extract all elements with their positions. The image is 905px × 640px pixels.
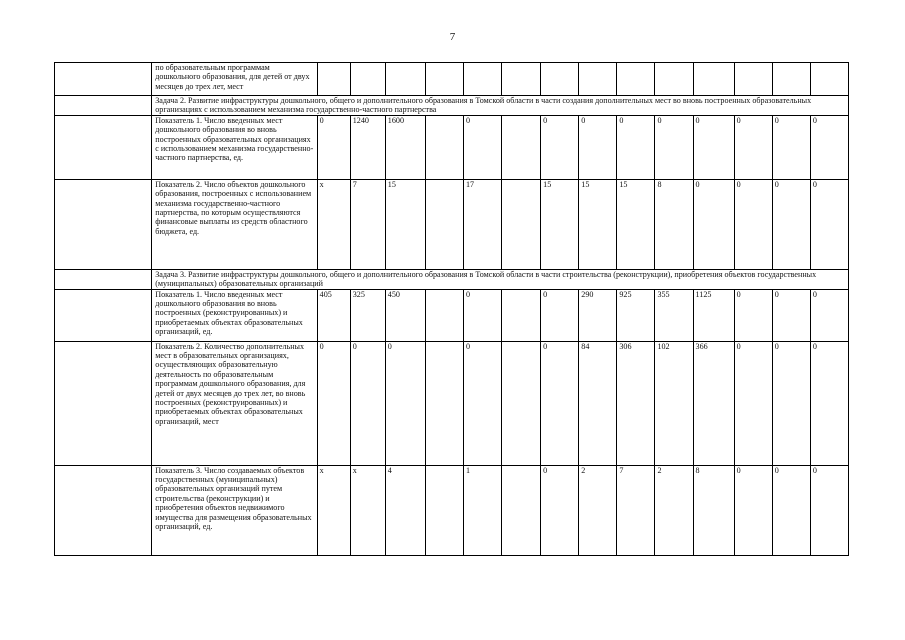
value-cell: 0 [693, 179, 734, 269]
value-cell [541, 63, 579, 96]
value-cell [425, 115, 463, 179]
value-cell: 0 [350, 341, 385, 465]
row-header-cell [55, 179, 152, 269]
value-cell: 15 [579, 179, 617, 269]
value-cell: 8 [655, 179, 693, 269]
value-cell: 15 [541, 179, 579, 269]
value-cell: 102 [655, 341, 693, 465]
value-cell [350, 63, 385, 96]
value-cell [617, 63, 655, 96]
value-cell: 8 [693, 465, 734, 555]
indicator-name-cell: Показатель 3. Число создаваемых объектов государственных (муниципальных) образовательных организаций путем строительства (реконструкции) и приобретения объектов недвижимого имущества для размещения образовательных организаций, ед. [152, 465, 317, 555]
indicator-name-cell: Показатель 2. Число объектов дошкольного образования, построенных с использованием механизма государственно-частного партнерства, по которым осуществляются финансовые выплаты из средств областного бюджета, ед. [152, 179, 317, 269]
value-cell: 405 [317, 289, 350, 341]
value-cell: 450 [385, 289, 425, 341]
value-cell: 0 [655, 115, 693, 179]
indicator-name-cell: Показатель 1. Число введенных мест дошкольного образования во вновь построенных (реконструированных) и приобретаемых объектах образовательных организаций, ед. [152, 289, 317, 341]
task-row [55, 96, 849, 116]
value-cell: 0 [810, 465, 848, 555]
indicator-name-cell: Показатель 1. Число введенных мест дошкольного образования во вновь построенных образовательных организациях с использованием механизма государственно-частного партнерства, ед. [152, 115, 317, 179]
value-cell: 15 [617, 179, 655, 269]
value-cell: 1125 [693, 289, 734, 341]
value-cell: 7 [350, 179, 385, 269]
value-cell: x [317, 465, 350, 555]
value-cell [655, 63, 693, 96]
value-cell: 0 [810, 341, 848, 465]
value-cell: 0 [693, 115, 734, 179]
indicator-name-cell: Показатель 2. Количество дополнительных мест в образовательных организациях, осуществляющих образовательную деятельность по образовательным программам дошкольного образования, для детей от двух месяцев до трех лет, во вновь построенных (реконструированных) и приобретаемых объектах образовательных организаций, мест [152, 341, 317, 465]
value-cell: 0 [617, 115, 655, 179]
value-cell: 0 [810, 289, 848, 341]
value-cell: 0 [734, 465, 772, 555]
table-row [55, 179, 849, 269]
value-cell: 4 [385, 465, 425, 555]
value-cell: 0 [810, 115, 848, 179]
value-cell [502, 115, 541, 179]
value-cell: 84 [579, 341, 617, 465]
value-cell: 0 [317, 115, 350, 179]
value-cell: 2 [655, 465, 693, 555]
indicator-name-cell: по образовательным программам дошкольного образования, для детей от двух месяцев до трех лет, мест [152, 63, 317, 96]
table-row [55, 63, 849, 96]
value-cell: 0 [385, 341, 425, 465]
value-cell: 306 [617, 341, 655, 465]
value-cell: 0 [734, 341, 772, 465]
value-cell: x [350, 465, 385, 555]
value-cell: 0 [734, 115, 772, 179]
value-cell [693, 63, 734, 96]
page-number: 7 [449, 31, 456, 43]
value-cell [425, 179, 463, 269]
value-cell: 0 [810, 179, 848, 269]
value-cell: 0 [772, 341, 810, 465]
value-cell [810, 63, 848, 96]
value-cell: 15 [385, 179, 425, 269]
value-cell [425, 341, 463, 465]
value-cell: 0 [772, 289, 810, 341]
value-cell [502, 341, 541, 465]
value-cell: 0 [734, 289, 772, 341]
value-cell: 0 [541, 465, 579, 555]
row-header-cell [55, 115, 152, 179]
value-cell: 0 [541, 341, 579, 465]
table-row [55, 115, 849, 179]
value-cell [425, 289, 463, 341]
row-header-cell [55, 269, 152, 289]
value-cell [463, 63, 501, 96]
value-cell: 0 [772, 115, 810, 179]
row-header-cell [55, 465, 152, 555]
table-row [55, 341, 849, 465]
value-cell: 355 [655, 289, 693, 341]
value-cell [772, 63, 810, 96]
task-cell: Задача 2. Развитие инфраструктуры дошкольного, общего и дополнительного образования в Томской области в части создания дополнительных мест во вновь построенных образовательных организациях с использованием механизма государственно-частного партнерства [152, 96, 849, 116]
value-cell: 1600 [385, 115, 425, 179]
value-cell: 1 [463, 465, 501, 555]
value-cell: 290 [579, 289, 617, 341]
value-cell: 0 [734, 179, 772, 269]
value-cell [385, 63, 425, 96]
value-cell: 925 [617, 289, 655, 341]
value-cell: 0 [317, 341, 350, 465]
value-cell [502, 63, 541, 96]
row-header-cell [55, 289, 152, 341]
value-cell [425, 63, 463, 96]
value-cell: 7 [617, 465, 655, 555]
value-cell: 1240 [350, 115, 385, 179]
table-row [55, 289, 849, 341]
value-cell: 325 [350, 289, 385, 341]
value-cell: 2 [579, 465, 617, 555]
value-cell [502, 289, 541, 341]
table-row [55, 465, 849, 555]
task-cell: Задача 3. Развитие инфраструктуры дошкольного, общего и дополнительного образования в Томской области в части строительства (реконструкции), приобретения объектов государственных (муниципальных) образовательных организаций [152, 269, 849, 289]
row-header-cell [55, 96, 152, 116]
value-cell: 0 [541, 115, 579, 179]
row-header-cell [55, 63, 152, 96]
value-cell [502, 179, 541, 269]
value-cell: 0 [579, 115, 617, 179]
value-cell: 0 [463, 341, 501, 465]
value-cell: 0 [772, 179, 810, 269]
value-cell: 17 [463, 179, 501, 269]
indicators-table [54, 62, 849, 556]
value-cell [317, 63, 350, 96]
value-cell: 0 [541, 289, 579, 341]
value-cell [579, 63, 617, 96]
value-cell: x [317, 179, 350, 269]
value-cell [502, 465, 541, 555]
value-cell: 366 [693, 341, 734, 465]
row-header-cell [55, 341, 152, 465]
value-cell: 0 [772, 465, 810, 555]
value-cell: 0 [463, 289, 501, 341]
task-row [55, 269, 849, 289]
value-cell: 0 [463, 115, 501, 179]
value-cell [425, 465, 463, 555]
value-cell [734, 63, 772, 96]
